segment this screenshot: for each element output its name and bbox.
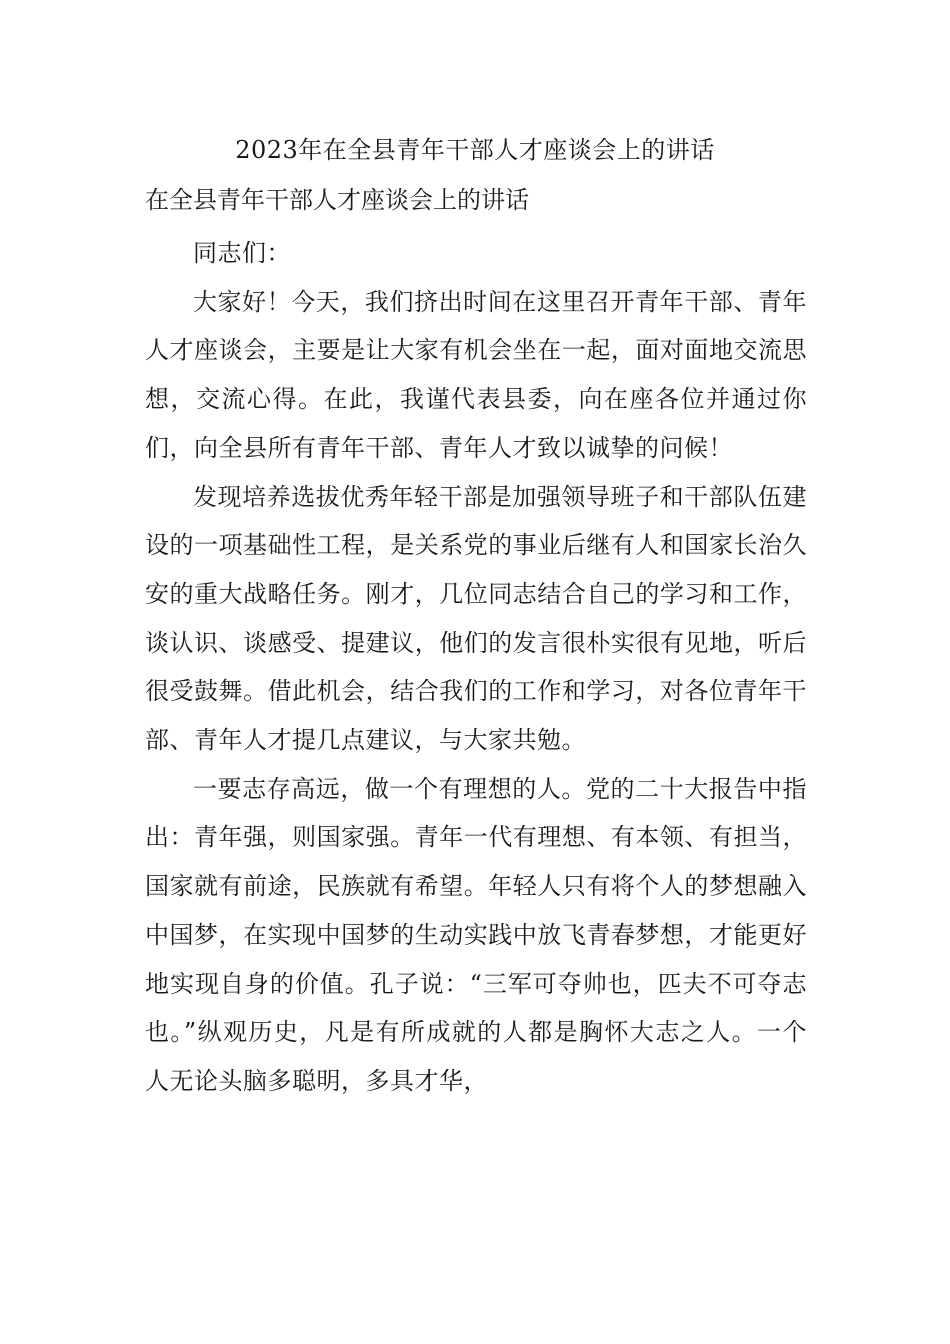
- document-title: 2023年在全县青年干部人才座谈会上的讲话: [235, 136, 715, 164]
- document-body: [145, 229, 807, 1106]
- salutation: 同志们：: [193, 239, 291, 267]
- paragraph-importance: 发现培养选拔优秀年轻干部是加强领导班子和干部队伍建设的一项基础性工程，是关系党的事业后继有人和国家长治久安的重大战略任务。刚才，几位同志结合自己的学习和工作，谈认识、谈感受、提建议，他们的发言很朴实很有见地，听后很受鼓舞。借此机会，结合我们的工作和学习，对各位青年干部、青年人才提几点建议，与大家共勉。: [145, 482, 807, 755]
- paragraph-point-one: 一要志存高远，做一个有理想的人。党的二十大报告中指出：青年强，则国家强。青年一代有理想、有本领、有担当，国家就有前途，民族就有希望。年轻人只有将个人的梦想融入中国梦，在实现中国梦的生动实践中放飞青春梦想，才能更好地实现自身的价值。孔子说：“三军可夺帅也，匹夫不可夺志也。”纵观历史，凡是有所成就的人都是胸怀大志之人。一个人无论头脑多聪明，多具才华，: [145, 774, 807, 1095]
- paragraph-greeting: 大家好！今天，我们挤出时间在这里召开青年干部、青年人才座谈会，主要是让大家有机会坐在一起，面对面地交流思想，交流心得。在此，我谨代表县委，向在座各位并通过你们，向全县所有青年干部、青年人才致以诚挚的问候！: [145, 287, 807, 462]
- document-subtitle: 在全县青年干部人才座谈会上的讲话: [145, 186, 529, 214]
